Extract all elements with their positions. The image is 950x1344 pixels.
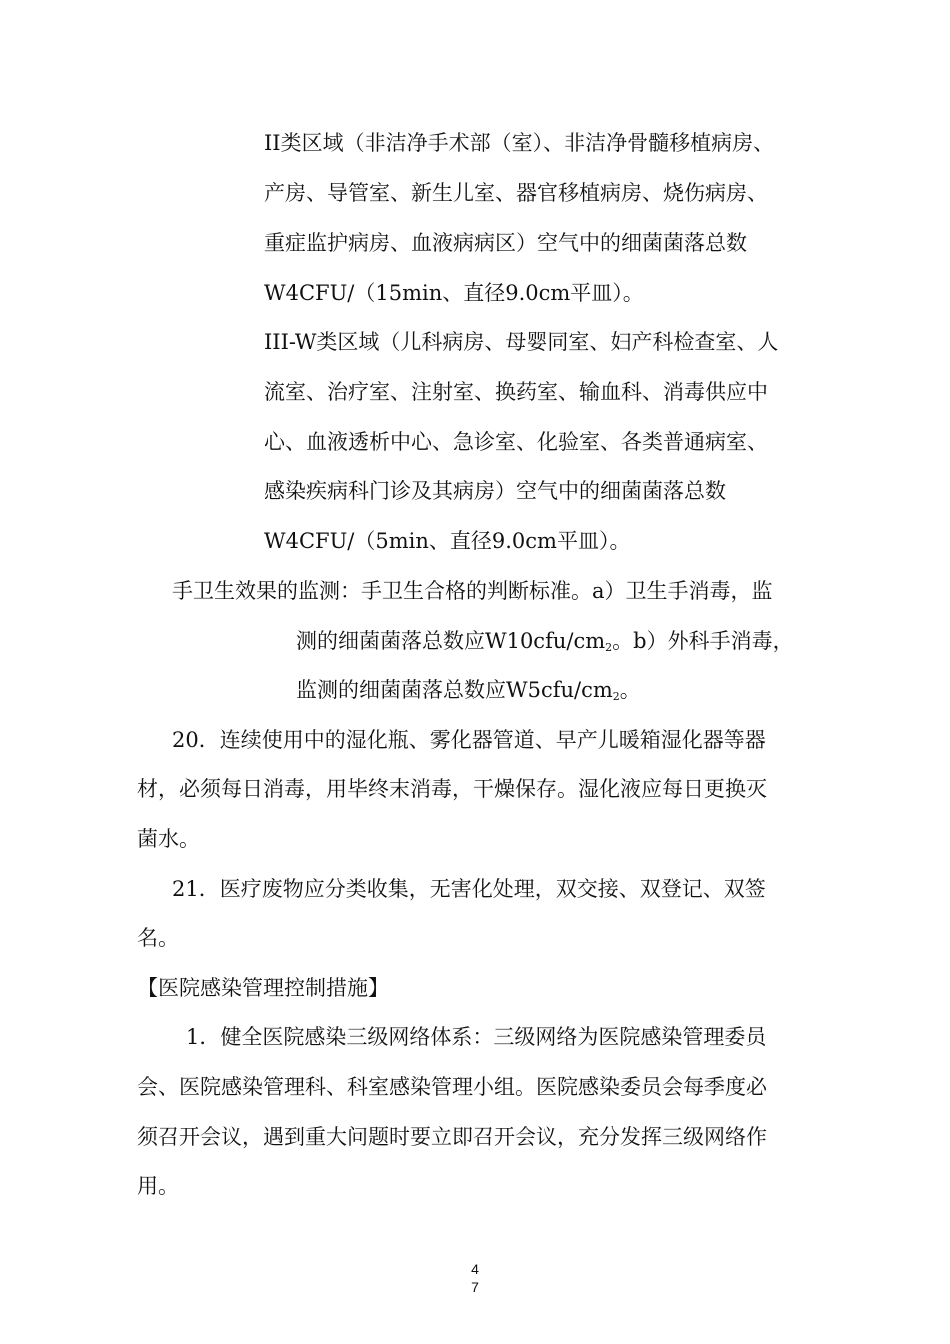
unit-subscript: 2 (605, 641, 613, 654)
text-line: 材，必须每日消毒，用毕终末消毒，干燥保存。湿化液应每日更换灭 (137, 777, 767, 801)
page-number: 4 (471, 1261, 479, 1277)
unit-subscript: 2 (612, 690, 620, 703)
text-segment: 测的细菌菌落总数应W10cfu/cm (296, 629, 606, 653)
text-line: 感染疾病科门诊及其病房）空气中的细菌菌落总数 (264, 479, 726, 503)
text-line (296, 676, 641, 711)
text-line: 1．健全医院感染三级网络体系：三级网络为医院感染管理委员 (186, 1025, 767, 1049)
text-segment: 。 (619, 678, 641, 702)
text-line: 须召开会议，遇到重大问题时要立即召开会议，充分发挥三级网络作 (137, 1125, 767, 1149)
text-line: W4CFU/（15min、直径9.0cm平皿）。 (264, 281, 644, 305)
text-line: W4CFU/（5min、直径9.0cm平皿）。 (264, 529, 631, 553)
text-line: 产房、导管室、新生儿室、器官移植病房、烧伤病房、 (264, 181, 768, 205)
text-line: III-W类区域（儿科病房、母婴同室、妇产科检查室、人 (264, 330, 779, 354)
text-line: 手卫生效果的监测：手卫生合格的判断标准。a）卫生手消毒，监 (172, 579, 773, 603)
text-line: 名。 (137, 926, 179, 950)
text-line: 菌水。 (137, 827, 200, 851)
text-line: 21．医疗废物应分类收集，无害化处理，双交接、双登记、双签 (172, 877, 766, 901)
text-line: 20．连续使用中的湿化瓶、雾化器管道、早产儿暖箱湿化器等器 (172, 728, 766, 752)
text-line: 重症监护病房、血液病病区）空气中的细菌菌落总数 (264, 231, 747, 255)
text-line: 流室、治疗室、注射室、换药室、输血科、消毒供应中 (264, 380, 768, 404)
text-segment: 。b）外科手消毒， (612, 629, 794, 653)
text-line: 用。 (137, 1174, 179, 1198)
page-number-total: 7 (471, 1279, 479, 1295)
text-line: 心、血液透析中心、急诊室、化验室、各类普通病室、 (264, 430, 768, 454)
text-line (296, 627, 794, 662)
section-heading: 【医院感染管理控制措施】 (137, 976, 389, 1000)
text-line: 会、医院感染管理科、科室感染管理小组。医院感染委员会每季度必 (137, 1075, 767, 1099)
text-segment: 监测的细菌菌落总数应W5cfu/cm (296, 678, 613, 702)
text-line: II类区域（非洁净手术部（室）、非洁净骨髓移植病房、 (264, 131, 775, 155)
